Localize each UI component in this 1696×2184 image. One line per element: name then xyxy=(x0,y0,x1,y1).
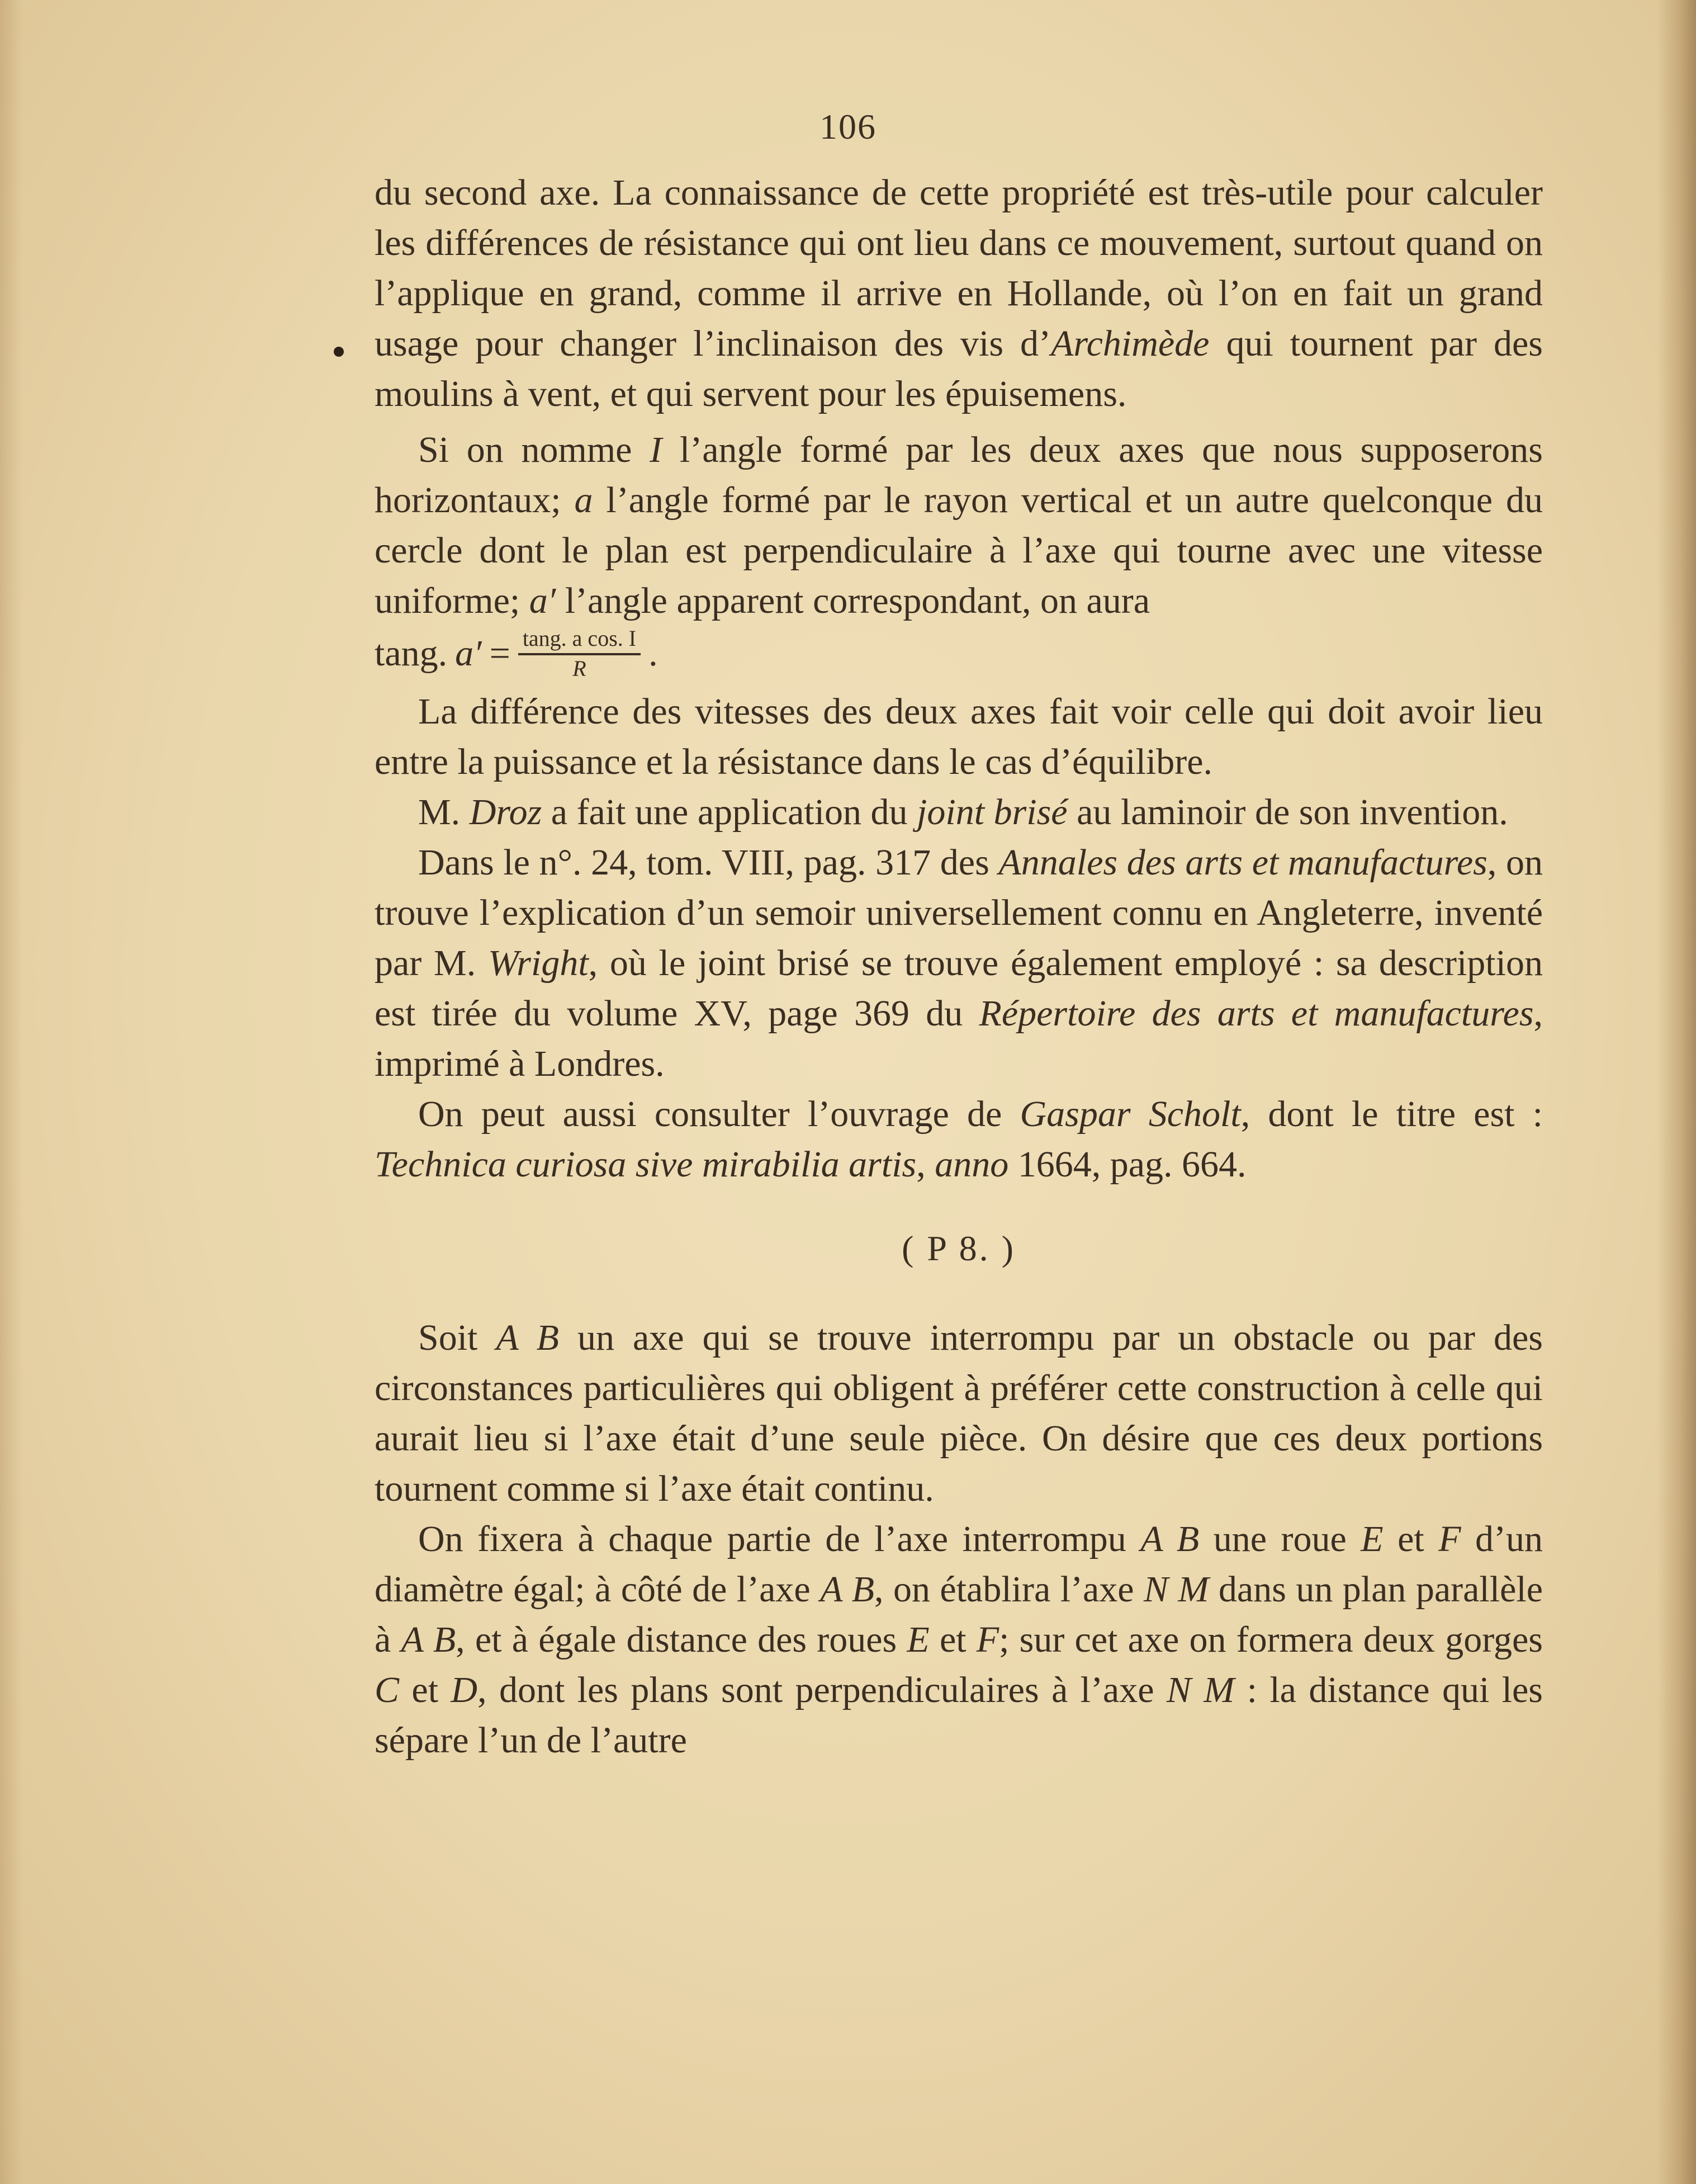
text-run: , on établira l’axe xyxy=(874,1569,1144,1610)
paragraph-5 xyxy=(375,838,1543,1089)
variable-F: F xyxy=(976,1619,999,1660)
italic-name-scholt: Gaspar Scholt xyxy=(1020,1094,1241,1134)
text-run: un axe qui se trouve interrompu par un obstacle ou par des circonstances particulières qui obligent à préférer cette construction à celle qui aurait lieu si l’axe était d’une seule pièce. On désire que ces deux portions tournent comme si l’axe était continu. xyxy=(375,1317,1543,1509)
text-run: et xyxy=(1383,1519,1439,1559)
text-run: dans un plan parallèle à xyxy=(375,1569,1543,1660)
italic-name-archimede: Archimède xyxy=(1051,323,1210,364)
paragraph-4 xyxy=(375,787,1543,838)
variable-NM: N M xyxy=(1166,1670,1235,1710)
variable-AB: A B xyxy=(496,1317,559,1358)
variable-E: E xyxy=(907,1619,930,1660)
variable-AB: A B xyxy=(401,1619,456,1660)
text-run: et xyxy=(929,1619,977,1660)
paragraph-2 xyxy=(375,425,1543,626)
formula xyxy=(375,626,658,681)
text-run: Soit xyxy=(418,1317,496,1358)
section-title: ( P 8. ) xyxy=(902,1228,1016,1268)
body-text xyxy=(375,168,1543,1766)
italic-name-droz: Droz xyxy=(469,792,542,833)
page-shadow-left xyxy=(0,0,22,2184)
margin-ink-dot xyxy=(334,347,344,357)
text-run: , et à égale distance des roues xyxy=(456,1619,907,1660)
text-run: , dont les plans sont perpendiculaires à l’axe xyxy=(477,1670,1167,1710)
text-run: au laminoir de son invention. xyxy=(1067,792,1508,833)
text-run: a fait une application du xyxy=(542,792,917,833)
paragraph-7 xyxy=(375,1313,1543,1514)
page-number: 106 xyxy=(819,107,877,146)
italic-title-repertoire: Répertoire des arts et manufactures xyxy=(979,993,1534,1034)
variable-F: F xyxy=(1438,1519,1461,1559)
text-run: : la distance qui les sépare l’un de l’autre xyxy=(375,1670,1543,1761)
text-run: d’un diamètre égal; à côté de l’axe xyxy=(375,1519,1543,1610)
paragraph-6 xyxy=(375,1089,1543,1190)
paragraph-3: La différence des vitesses des deux axes fait voir celle qui doit avoir lieu entre la puissance et la résistance dans le cas d’équilibre. xyxy=(375,691,1543,782)
text-run: On peut aussi consulter l’ouvrage de xyxy=(418,1094,1020,1134)
italic-term-joint-brise: joint brisé xyxy=(917,792,1068,833)
text-run: M. xyxy=(418,792,470,833)
text-run: du second axe. La connaissance de cette propriété est très-utile pour calculer les différences de résistance qui ont lieu dans ce mouvement, surtout quand on l’applique en grand, comme il arrive en Hollande, où l’on en fait un grand usage pour changer l’inclinaison des vis d’ xyxy=(375,172,1543,364)
text-run: qui tournent par des moulins à vent, et qui servent pour les épuisemens. xyxy=(375,323,1543,414)
text-run: , où le joint brisé se trouve également employé : sa description est tirée du volume XV, page 369 du xyxy=(375,943,1543,1034)
paragraph-8 xyxy=(375,1514,1543,1766)
variable-AB: A B xyxy=(820,1569,875,1610)
text-run: une roue xyxy=(1199,1519,1361,1559)
text-run: Dans le n°. 24, tom. VIII, pag. 317 des xyxy=(418,842,999,883)
text-run: , on trouve l’explication d’un semoir universellement connu en Angleterre, inventé par M. xyxy=(375,842,1543,984)
formula-denominator: R xyxy=(572,656,586,681)
text-run: l’angle formé par les deux axes que nous supposerons horizontaux; xyxy=(375,429,1543,521)
page-shadow-right xyxy=(1657,0,1696,2184)
text-run: On fixera à chaque partie de l’axe interrompu xyxy=(418,1519,1141,1559)
text-run: et xyxy=(399,1670,451,1710)
formula-numerator: tang. a cos. I xyxy=(518,626,641,655)
text-run: , xyxy=(916,1144,935,1185)
formula-equals: = xyxy=(489,633,510,674)
formula-lhs-variable: a′ xyxy=(455,633,482,674)
italic-anno: anno xyxy=(935,1144,1009,1185)
text-run: l’angle apparent correspondant, on aura xyxy=(556,580,1150,621)
text-run: Si on nomme xyxy=(418,429,650,470)
italic-title-annales: Annales des arts et manufactures xyxy=(998,842,1487,883)
formula-end: . xyxy=(648,633,658,674)
variable-NM: N M xyxy=(1144,1569,1209,1610)
italic-name-wright: Wright xyxy=(487,943,589,984)
variable-C: C xyxy=(375,1670,400,1710)
variable-I: I xyxy=(650,429,662,470)
variable-E: E xyxy=(1361,1519,1384,1559)
text-run: 1664, pag. 664. xyxy=(1008,1144,1247,1185)
text-run: l’angle formé par le rayon vertical et un autre quelconque du cercle dont le plan est perpendiculaire à l’axe qui tourne avec une vitesse uniforme; xyxy=(375,480,1543,621)
formula-fraction xyxy=(518,626,641,681)
variable-a-prime: a′ xyxy=(529,580,556,621)
italic-title-technica: Technica curiosa sive mirabilia artis xyxy=(375,1144,917,1185)
formula-lhs: tang. xyxy=(375,633,448,674)
variable-a: a xyxy=(574,480,593,521)
paragraph-1 xyxy=(375,168,1543,419)
text-run: , dont le titre est : xyxy=(1240,1094,1543,1134)
text-run: , imprimé à Londres. xyxy=(375,993,1543,1084)
variable-AB: A B xyxy=(1140,1519,1200,1559)
formula-line xyxy=(375,626,1543,681)
text-run: ; sur cet axe on formera deux gorges xyxy=(999,1619,1543,1660)
variable-D: D xyxy=(451,1670,478,1710)
